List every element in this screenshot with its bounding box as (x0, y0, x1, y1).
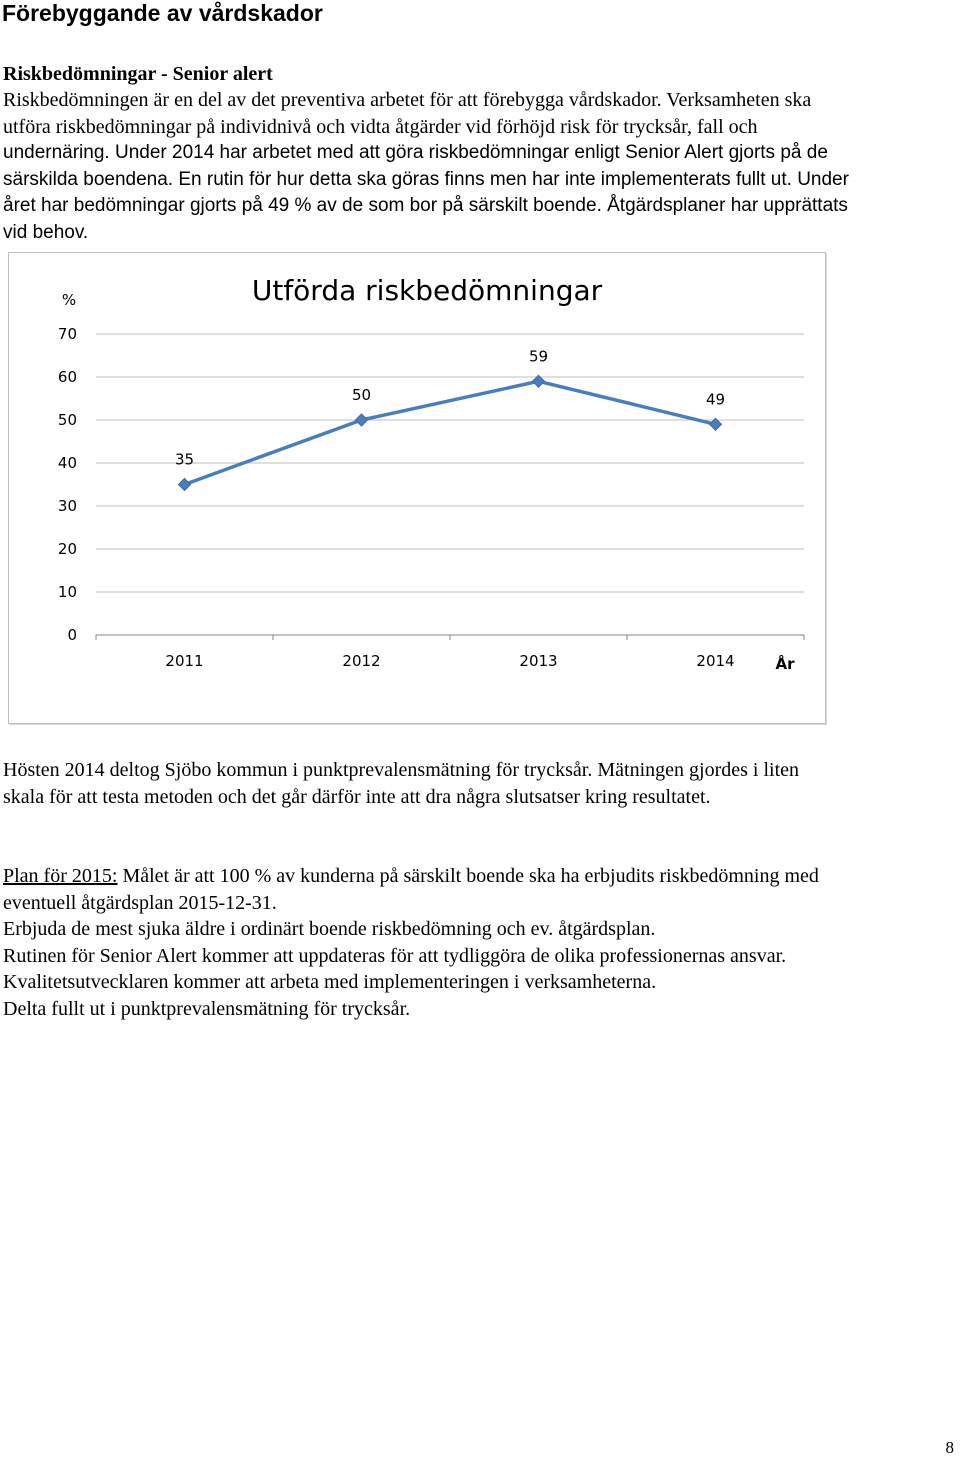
y-tick-label: 0 (67, 626, 77, 644)
chart-canvas (9, 253, 825, 723)
data-point (179, 479, 191, 491)
data-label: 35 (174, 450, 195, 469)
y-tick-label: 70 (57, 325, 77, 343)
y-tick-label: 20 (57, 540, 77, 558)
intro-line: utföra riskbedömningar på individnivå och vidta åtgärder vid förhöjd risk för trycksår, fall och (3, 115, 758, 138)
chart-title: Utförda riskbedömningar (251, 274, 603, 307)
y-tick-label: 50 (57, 411, 77, 429)
intro-line: vid behov. (3, 221, 89, 243)
intro-line: året har bedömningar gjorts på 49 % av de som bor på särskilt boende. Åtgärdsplaner har upprättats (3, 195, 848, 216)
section-title: Riskbedömningar - Senior alert (3, 63, 273, 85)
data-label: 49 (705, 390, 726, 409)
x-tick-label: 2011 (165, 652, 204, 670)
plan-paragraph (3, 863, 953, 1022)
plan-line: eventuell åtgärdsplan 2015-12-31. (3, 891, 277, 914)
x-tick-label: 2014 (696, 652, 735, 670)
intro-line: Riskbedömningen är en del av det preventiva arbetet för att förebygga vårdskador. Verksamheten ska (3, 89, 812, 111)
hosten-paragraph (3, 757, 953, 810)
series-line (185, 381, 716, 484)
x-tick-label: 2012 (342, 652, 381, 670)
plan-line: Delta fullt ut i punktprevalensmätning för trycksår. (3, 997, 411, 1020)
y-tick-label: 30 (57, 497, 77, 515)
data-point (356, 414, 368, 426)
hosten-line: skala för att testa metoden och det går därför inte att dra några slutsatser kring resultatet. (3, 785, 711, 808)
page-number: 8 (945, 1438, 954, 1457)
plan-line: Erbjuda de mest sjuka äldre i ordinärt boende riskbedömning och ev. åtgärdsplan. (3, 918, 656, 940)
intro-paragraph (3, 87, 953, 246)
plan-line: Kvalitetsutvecklaren kommer att arbeta med implementeringen i verksamheterna. (3, 971, 657, 993)
page-heading: Förebyggande av vårdskador (2, 0, 323, 26)
data-label: 50 (351, 386, 372, 404)
y-tick-label: 10 (57, 583, 77, 601)
plan-label: Plan för 2015: (3, 865, 118, 887)
data-label: 59 (528, 347, 549, 366)
y-tick-label: 60 (57, 368, 77, 386)
y-axis-label: % (61, 291, 77, 309)
x-axis-label: År (775, 655, 795, 673)
plan-first-line-text: Målet är att 100 % av kunderna på särskilt boende ska ha erbjudits riskbedömning med (117, 865, 819, 887)
intro-line: undernäring. Under 2014 har arbetet med att göra riskbedömningar enligt Senior Alert gjorts på de (3, 142, 828, 163)
plan-line: Rutinen för Senior Alert kommer att uppdateras för att tydliggöra de olika professionernas ansvar. (3, 944, 787, 967)
plan-first-line (3, 863, 953, 890)
hosten-line: Hösten 2014 deltog Sjöbo kommun i punktprevalensmätning för trycksår. Mätningen gjordes i liten (3, 759, 799, 781)
y-tick-label: 40 (57, 454, 77, 472)
x-tick-label: 2013 (519, 652, 558, 670)
line-chart (8, 252, 826, 724)
intro-line: särskilda boendena. En rutin för hur detta ska göras finns men har inte implementerats fullt ut. Under (3, 168, 849, 190)
